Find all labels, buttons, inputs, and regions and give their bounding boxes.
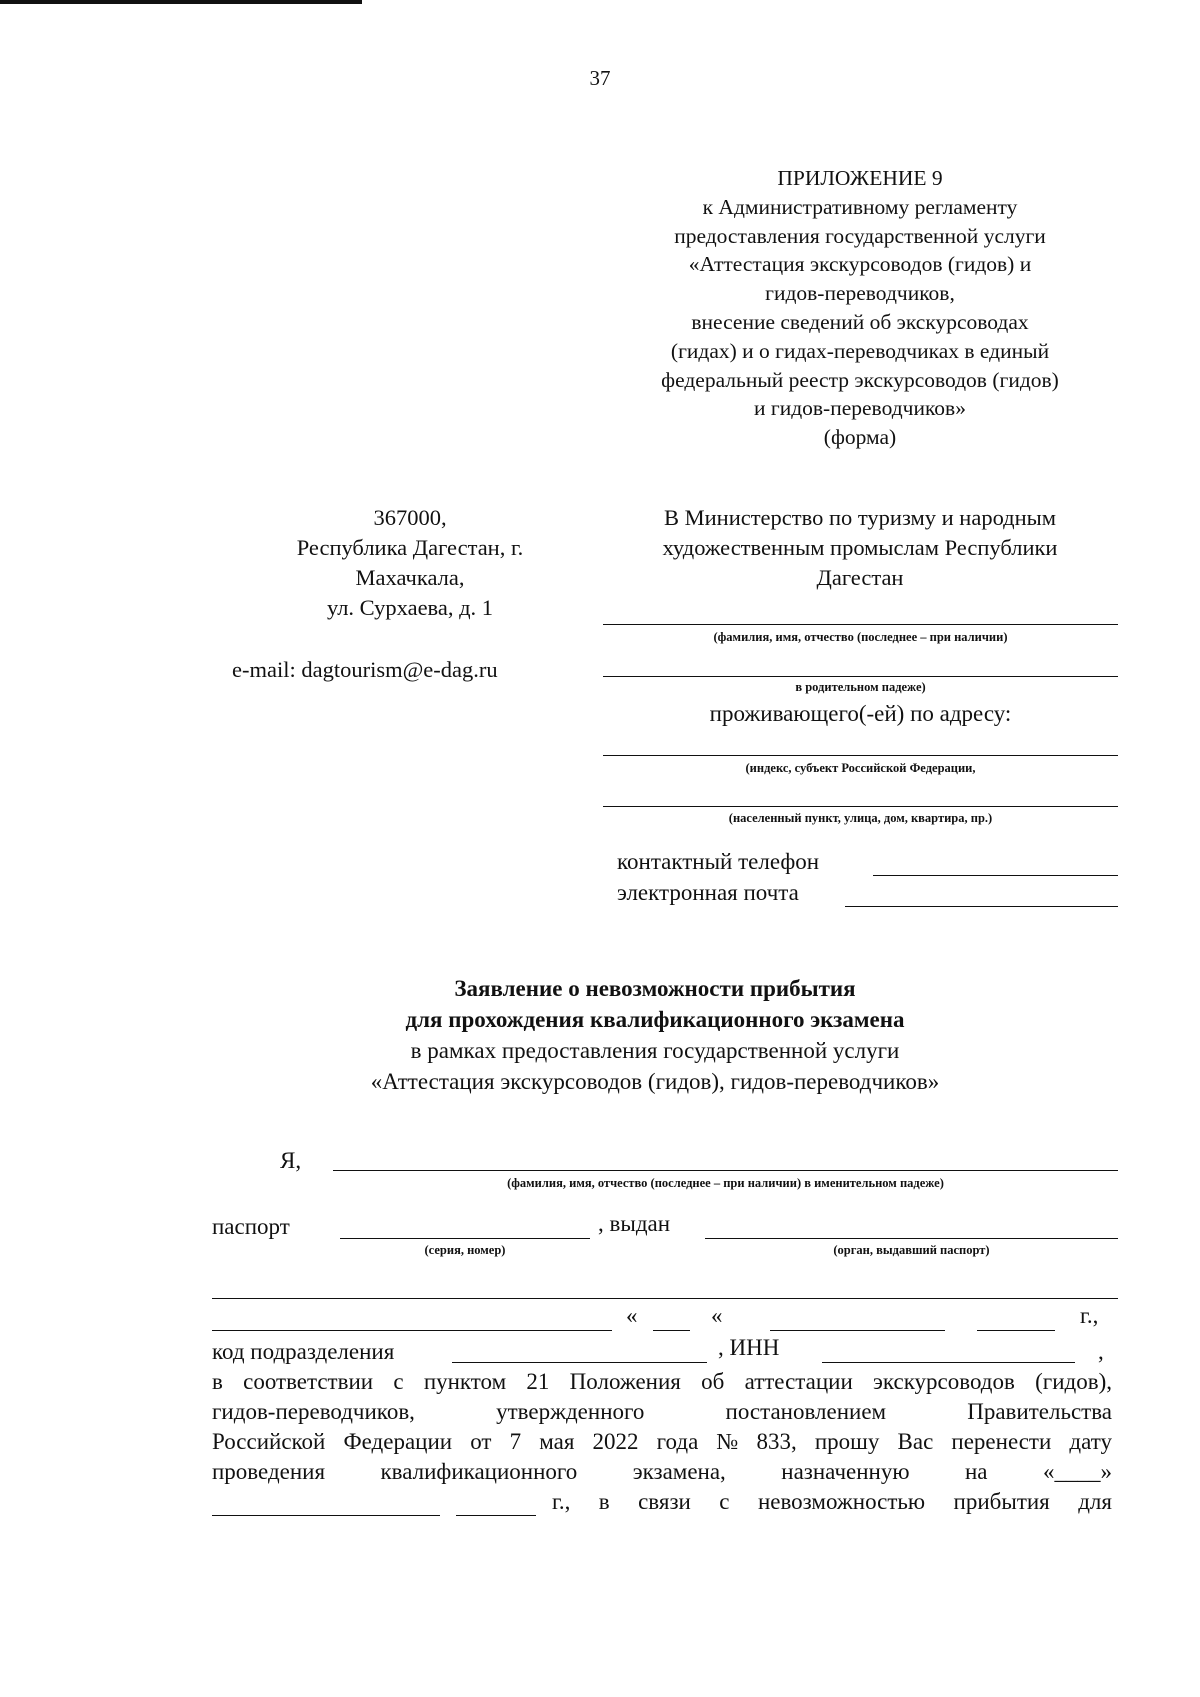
word: 7 bbox=[509, 1429, 522, 1454]
title-line: «Аттестация экскурсоводов (гидов), гидов-переводчиков» bbox=[370, 1069, 940, 1094]
word: дату bbox=[1069, 1429, 1112, 1454]
applicant-name-field-2[interactable] bbox=[603, 676, 1118, 677]
address-line: Республика Дагестан, г. bbox=[296, 535, 524, 560]
quote-open: « bbox=[626, 1303, 638, 1328]
word: для bbox=[1078, 1489, 1112, 1514]
passport-organ-field-2[interactable] bbox=[212, 1298, 1118, 1299]
passport-label: паспорт bbox=[212, 1214, 290, 1239]
word: прошу bbox=[814, 1429, 880, 1454]
scan-top-bar bbox=[0, 0, 362, 4]
body-line-4 bbox=[212, 1459, 1112, 1485]
page-number: 37 bbox=[589, 66, 611, 90]
word: «____» bbox=[1042, 1459, 1112, 1484]
word: назначенную bbox=[781, 1459, 910, 1484]
word: 21 bbox=[526, 1369, 550, 1394]
word: Федерации bbox=[343, 1429, 453, 1454]
word: постановлением bbox=[725, 1399, 887, 1424]
appendix-line: федеральный реестр экскурсоводов (гидов) bbox=[661, 367, 1059, 392]
title-line: в рамках предоставления государственной услуги bbox=[410, 1038, 900, 1063]
appendix-line: предоставления государственной услуги bbox=[674, 223, 1046, 248]
subdivision-code-field[interactable] bbox=[452, 1362, 707, 1363]
body-line-3 bbox=[212, 1429, 1112, 1455]
word: в bbox=[598, 1489, 610, 1514]
exam-year-field[interactable] bbox=[456, 1515, 536, 1516]
email-field[interactable] bbox=[845, 906, 1118, 907]
recipient-line: Дагестан bbox=[816, 565, 904, 590]
body-line-2 bbox=[212, 1399, 1112, 1425]
word: года bbox=[656, 1429, 699, 1454]
appendix-line: гидов-переводчиков, bbox=[765, 281, 955, 306]
word: (гидов), bbox=[1035, 1369, 1112, 1394]
word: 833, bbox=[756, 1429, 797, 1454]
document-title bbox=[280, 973, 1030, 1097]
year-suffix: г., bbox=[1080, 1303, 1099, 1328]
issue-year-field[interactable] bbox=[977, 1330, 1055, 1331]
word: перенести bbox=[951, 1429, 1052, 1454]
word: связи bbox=[638, 1489, 691, 1514]
word: № bbox=[716, 1429, 739, 1454]
caption-organ: (орган, выдавший паспорт) bbox=[833, 1243, 990, 1257]
appendix-line: ПРИЛОЖЕНИЕ 9 bbox=[777, 166, 943, 190]
word: в bbox=[212, 1369, 223, 1394]
word: Правительства bbox=[967, 1399, 1112, 1424]
address-line: ул. Сурхаева, д. 1 bbox=[326, 595, 494, 620]
caption-fio: (фамилия, имя, отчество (последнее – при наличии) в именительном падеже) bbox=[507, 1176, 944, 1190]
comma: , bbox=[1098, 1339, 1104, 1364]
residing-label: проживающего(-ей) по адресу: bbox=[709, 701, 1012, 726]
appendix-line: (форма) bbox=[823, 425, 897, 450]
word: утвержденного bbox=[496, 1399, 645, 1424]
recipient-line: художественным промыслам Республики bbox=[662, 535, 1058, 560]
word: об bbox=[701, 1369, 725, 1394]
recipient-block bbox=[595, 503, 1125, 593]
word: экзамена, bbox=[632, 1459, 726, 1484]
quote-open: « bbox=[711, 1303, 723, 1328]
body-line-5 bbox=[552, 1489, 1112, 1515]
appendix-line: (гидах) и о гидах-переводчиках в единый bbox=[670, 338, 1050, 363]
word: прибытия bbox=[953, 1489, 1050, 1514]
word: пунктом bbox=[423, 1369, 507, 1394]
caption-genitive: в родительном падеже) bbox=[795, 680, 926, 694]
inn-label: , ИНН bbox=[718, 1335, 780, 1360]
address-line: Махачкала, bbox=[355, 565, 465, 590]
title-line: для прохождения квалификационного экзамена bbox=[405, 1007, 905, 1032]
passport-organ-field-3[interactable] bbox=[212, 1330, 612, 1331]
appendix-line: внесение сведений об экскурсоводах bbox=[691, 309, 1029, 334]
appendix-line: «Аттестация экскурсоводов (гидов) и bbox=[688, 252, 1032, 277]
body-line-1 bbox=[212, 1369, 1112, 1395]
caption-locality: (населенный пункт, улица, дом, квартира, пр.) bbox=[728, 811, 993, 825]
word: квалификационного bbox=[380, 1459, 578, 1484]
subdivision-label: код подразделения bbox=[212, 1339, 395, 1364]
word: г., bbox=[552, 1489, 571, 1514]
word: проведения bbox=[212, 1459, 326, 1484]
address-line: 367000, bbox=[373, 505, 447, 530]
word: Положения bbox=[569, 1369, 681, 1394]
caption-index: (индекс, субъект Российской Федерации, bbox=[745, 761, 976, 775]
word: соответствии bbox=[243, 1369, 374, 1394]
phone-label: контактный телефон bbox=[617, 849, 820, 874]
passport-organ-field[interactable] bbox=[705, 1238, 1118, 1239]
ministry-address bbox=[200, 503, 620, 623]
word: 2022 bbox=[592, 1429, 639, 1454]
applicant-name-field[interactable] bbox=[603, 624, 1118, 625]
issued-label: , выдан bbox=[598, 1211, 671, 1236]
word: Российской bbox=[212, 1429, 326, 1454]
word: экскурсоводов bbox=[873, 1369, 1015, 1394]
word: Вас bbox=[897, 1429, 934, 1454]
word: мая bbox=[539, 1429, 575, 1454]
appendix-header bbox=[610, 164, 1110, 452]
address-index-field[interactable] bbox=[603, 755, 1118, 756]
word: гидов-переводчиков, bbox=[212, 1399, 415, 1424]
appendix-line: и гидов-переводчиков» bbox=[754, 396, 966, 421]
caption-series: (серия, номер) bbox=[424, 1243, 506, 1257]
word: с bbox=[393, 1369, 404, 1394]
title-line: Заявление о невозможности прибытия bbox=[454, 976, 856, 1001]
word: невозможностью bbox=[757, 1489, 926, 1514]
issue-month-field[interactable] bbox=[770, 1330, 945, 1331]
caption-applicant-name: (фамилия, имя, отчество (последнее – при наличии) bbox=[713, 630, 1008, 644]
passport-series-field[interactable] bbox=[340, 1238, 590, 1239]
word: на bbox=[965, 1459, 988, 1484]
appendix-line: к Административному регламенту bbox=[702, 194, 1018, 219]
address-locality-field[interactable] bbox=[603, 806, 1118, 807]
i-label: Я, bbox=[280, 1148, 302, 1173]
ministry-email: e-mail: dagtourism@e-dag.ru bbox=[232, 657, 498, 682]
issue-day-field[interactable] bbox=[653, 1330, 690, 1331]
word: с bbox=[719, 1489, 730, 1514]
inn-field[interactable] bbox=[822, 1362, 1075, 1363]
exam-month-field[interactable] bbox=[212, 1515, 440, 1516]
fio-field[interactable] bbox=[333, 1170, 1118, 1171]
recipient-line: В Министерство по туризму и народным bbox=[663, 505, 1057, 530]
email-label: электронная почта bbox=[617, 880, 799, 905]
word: аттестации bbox=[744, 1369, 853, 1394]
phone-field[interactable] bbox=[873, 875, 1118, 876]
word: от bbox=[470, 1429, 492, 1454]
